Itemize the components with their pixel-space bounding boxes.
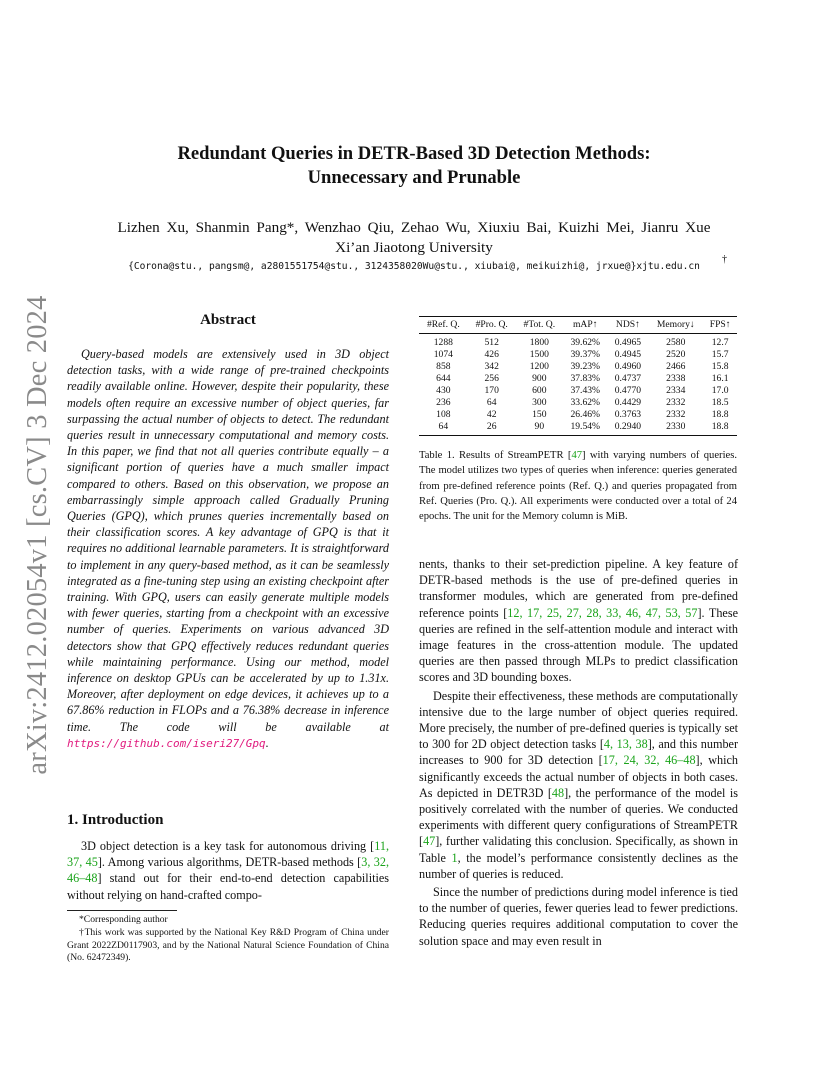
table-cell: 64: [419, 421, 468, 436]
title-line-1: Redundant Queries in DETR-Based 3D Detection Methods:: [177, 143, 651, 164]
table-cell: 1288: [433, 337, 453, 348]
table-cell: 64: [486, 397, 497, 408]
table-cell: 0.3763: [614, 409, 642, 420]
citation-link[interactable]: 4, 13, 38: [603, 737, 648, 752]
table-cell: 108: [436, 409, 451, 420]
table-header: #Pro. Q.: [468, 317, 516, 334]
table-cell: 0.4945: [614, 349, 642, 360]
table-caption: Table 1. Results of StreamPETR [47] with varying numbers of queries. The model utilizes two types of queries when inference: queries generated from pre-defined reference points (Ref. Q.) and queries propagated from Ref. Queries (Pro. Q.). All experiments were conducted over a total of 24 epochs. The unit for the Memory column is MiB.: [419, 450, 737, 523]
title-line-2: Unnecessary and Prunable: [307, 167, 521, 188]
citation-link[interactable]: 12, 17, 25, 27, 28, 33, 46, 47, 53, 57: [507, 605, 698, 620]
table-cell: 644: [436, 373, 451, 384]
table-cell: 1074: [433, 349, 453, 360]
table-cell: 19.54%: [563, 421, 608, 436]
results-table: [419, 316, 737, 436]
table-row: [419, 397, 737, 409]
email-list: {Corona@stu., pangsm@, a2801551754@stu., 3124358020Wu@stu., xiubai@, meikuizhi@, jrxue@}xjtu.edu.cn: [128, 261, 700, 272]
author-list: Lizhen Xu, Shanmin Pang*, Wenzhao Qiu, Zehao Wu, Xiuxiu Bai, Kuizhi Mei, Jianru Xue: [117, 219, 711, 236]
table-cell: 39.37%: [570, 349, 601, 360]
table-header: NDS↑: [608, 317, 649, 334]
abstract-heading: Abstract: [200, 312, 256, 328]
body-paragraph: Despite their effectiveness, these methods are computationally intensive due to the large number of object queries required. More precisely, the number of pre-defined queries is typically set to 300 for 2D object detection tasks [4, 13, 38], and this number increases to 900 for 3D detection [17, 24, 32, 46–48], which significantly exceeds the actual number of objects in both cases. As depicted in DETR3D [48], the performance of the model is positively correlated with the number of queries. We conducted experiments with different query configurations of StreamPETR [47], further validating this conclusion. Specifically, as shown in Table 1, the model’s performance consistently declines as the number of queries is reduced.: [419, 688, 739, 881]
table-cell: 150: [532, 409, 547, 420]
table-header: #Tot. Q.: [516, 317, 563, 334]
abstract-text: Query-based models are extensively used in 3D object detection tasks, with a wide range of pre-trained checkpoints readily available online. However, despite their popularity, these models often require an excessive number of object queries, far surpassing the actual number of objects to detect. The redundant queries result in unnecessary computational and memory costs. In this paper, we find that not all queries contribute equally – a significant portion of queries have a much smaller impact compared to others. Based on this observation, we propose an embarrassingly simple approach called Gradually Pruning Queries (GPQ), which prunes queries incrementally based on their classification scores. A key advantage of GPQ is that it requires no additional learnable parameters. It is straightforward to implement in any query-based method, as it can be seamlessly integrated as a fine-tuning step using an existing checkpoint after training. With GPQ, users can easily generate multiple models with fewer queries, starting from a checkpoint with an excessive number of queries. Experiments on various advanced 3D detectors show that GPQ effectively reduces redundant queries while maintaining performance. Using our method, model inference on desktop GPUs can be accelerated by up to 1.31x. Moreover, after deployment on edge devices, it achieves up to a 67.86% reduction in FLOPs and a 76.38% decrease in inference time. The code will be available at https://github.com/iseri27/Gpq.: [67, 347, 389, 750]
table-cell: 2338: [666, 373, 686, 384]
table-cell: 15.8: [711, 361, 729, 372]
table-cell: 2520: [666, 349, 686, 360]
table-cell: 1500: [529, 349, 549, 360]
table-cell: 2466: [666, 361, 686, 372]
table-cell: 39.23%: [570, 361, 601, 372]
table-cell: 17.0: [711, 385, 729, 396]
citation-link[interactable]: 47: [423, 834, 436, 849]
body-paragraph: nents, thanks to their set-prediction pipeline. A key feature of DETR-based methods is the use of pre-defined queries in transformer modules, which are generated from pre-defined reference points [12, 17, 25, 27, 28, 33, 46, 47, 53, 57]. These queries are refined in the self-attention module and interact with image features in the cross-attention module. The updated queries are then passed through MLPs to predict classification scores and 3D bounding boxes.: [419, 557, 738, 685]
table-cell: 12.7: [711, 337, 729, 348]
table-cell: 39.62%: [570, 337, 601, 348]
abstract-body: Query-based models are extensively used in 3D object detection tasks, with a wide range of pre-trained checkpoints readily available online. However, despite their popularity, these models often require an excessive number of object queries, far surpassing the actual number of objects to detect. The redundant queries result in unnecessary computational and memory costs. In this paper, we find that not all queries contribute equally – a significant portion of queries have a much smaller impact compared to others. Based on this observation, we propose an embarrassingly simple approach called Gradually Pruning Queries (GPQ), which prunes queries incrementally based on their classification scores. A key advantage of GPQ is that it requires no additional learnable parameters. It is straightforward to implement in any query-based method, as it can be seamlessly integrated as a fine-tuning step using an existing checkpoint after training. With GPQ, users can easily generate multiple models with fewer queries, starting from a checkpoint with an excessive number of queries. Experiments on various advanced 3D detectors show that GPQ effectively reduces redundant queries while maintaining performance. Using our method, model inference on desktop GPUs can be accelerated by up to 1.31x. Moreover, after deployment on edge devices, it achieves up to a 67.86% reduction in FLOPs and a 76.38% decrease in inference time. The code will be available at: [67, 347, 389, 734]
table-cell: 37.43%: [570, 385, 601, 396]
table-cell: 18.8: [711, 409, 729, 420]
table-cell: 300: [532, 397, 547, 408]
citation-link[interactable]: 47: [571, 450, 583, 461]
table-cell: 15.7: [711, 349, 729, 360]
footnote-funding: †This work was supported by the National Key R&D Program of China under Grant 2022ZD0117903, and by the National Natural Science Foundation of China (No. 62472349).: [67, 927, 389, 964]
table-header: FPS↑: [703, 317, 737, 334]
table-cell: 37.83%: [570, 373, 601, 384]
right-column-body: [419, 556, 738, 949]
table-row: [419, 385, 737, 397]
citation-link[interactable]: 48: [551, 785, 565, 800]
table-cell: 170: [484, 385, 499, 396]
body-paragraph: Since the number of predictions during model inference is tied to the number of queries, fewer queries lead to fewer predictions. Reducing queries requires additional computation to cover the solution space and may even result in: [419, 885, 738, 948]
arxiv-id: arXiv:2412.02054v1 [cs.CV] 3 Dec 2024: [22, 295, 53, 775]
table-cell: 42: [486, 409, 497, 420]
section-heading-introduction: 1. Introduction: [67, 812, 164, 828]
footnote-rule: [67, 910, 177, 911]
citation-link[interactable]: 3, 32, 46–48: [67, 855, 390, 886]
affiliation: Xi’an Jiaotong University: [335, 239, 493, 256]
table-cell: 16.1: [711, 373, 729, 384]
table-row: [419, 361, 737, 373]
table-cell: 0.4429: [614, 397, 642, 408]
table-cell: 18.8: [703, 421, 737, 436]
table-row: [419, 409, 737, 421]
table-row: [419, 334, 737, 350]
table-row: [419, 349, 737, 361]
table-cell: 600: [532, 385, 547, 396]
table-header: Memory↓: [648, 317, 703, 334]
citation-link[interactable]: 17, 24, 32, 46–48: [602, 753, 696, 768]
table-header: mAP↑: [563, 317, 608, 334]
table-cell: 426: [484, 349, 499, 360]
table-cell: 430: [436, 385, 451, 396]
table-row: [419, 373, 737, 385]
table-ref-link[interactable]: 1: [451, 850, 458, 865]
table-cell: 512: [484, 337, 499, 348]
table-cell: 1200: [529, 361, 549, 372]
table-cell: 0.4960: [614, 361, 642, 372]
table-cell: 0.4770: [614, 385, 642, 396]
code-link[interactable]: https://github.com/iseri27/Gpq: [67, 736, 266, 750]
table-cell: 858: [436, 361, 451, 372]
table-cell: 236: [436, 397, 451, 408]
table-cell: 2330: [648, 421, 703, 436]
table-cell: 900: [532, 373, 547, 384]
table-cell: 2332: [666, 409, 686, 420]
table-cell: 26.46%: [570, 409, 601, 420]
table-cell: 0.4737: [614, 373, 642, 384]
paper-title: [0, 142, 828, 190]
arxiv-sidebar: [22, 290, 54, 780]
dagger-mark: †: [722, 254, 727, 265]
table-cell: 342: [484, 361, 499, 372]
citation-link[interactable]: 11, 37, 45: [67, 839, 389, 870]
table-cell: 256: [484, 373, 499, 384]
intro-paragraph: 3D object detection is a key task for autonomous driving [11, 37, 45]. Among various algorithms, DETR-based methods [3, 32, 46–48] stand out for their end-to-end detection capabilities without relying on hand-crafted compo-: [67, 839, 390, 902]
table-cell: 18.5: [711, 397, 729, 408]
table-cell: 2580: [666, 337, 686, 348]
table-row: [419, 421, 737, 436]
table-header: #Ref. Q.: [419, 317, 468, 334]
table-cell: 0.2940: [608, 421, 649, 436]
table-cell: 1800: [529, 337, 549, 348]
table-cell: 90: [516, 421, 563, 436]
footnote-corresponding: *Corresponding author: [79, 914, 168, 925]
table-cell: 2332: [666, 397, 686, 408]
table-cell: 0.4965: [614, 337, 642, 348]
table-header-row: [419, 317, 737, 334]
table-cell: 26: [468, 421, 516, 436]
table-cell: 2334: [666, 385, 686, 396]
table-cell: 33.62%: [570, 397, 601, 408]
